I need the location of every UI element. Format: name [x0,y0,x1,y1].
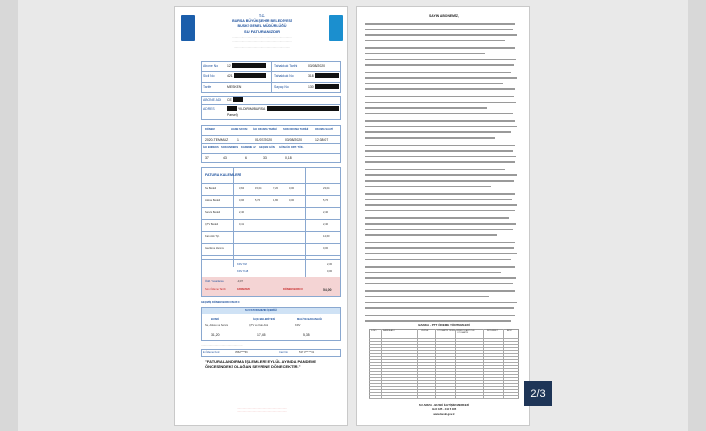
terms-text-line [365,29,513,31]
charge-name: ÇTV Bedeli [205,223,219,226]
bank-row [369,377,519,378]
terms-text-line [365,174,517,176]
terms-text-line [365,40,505,42]
ids-box [201,349,341,357]
terms-text-line [365,259,511,261]
charge-b2: 7,20 [273,187,279,190]
bank-row [369,392,519,393]
charges-title: FATURA KALEMLERİ [205,173,242,177]
share-col-ilce: İLÇE BELEDİYESİ [253,318,276,321]
reading-header-donem: DÖNEM [205,128,215,131]
share-title: SU FATURANIZIN İÇERİĞİ [245,309,277,312]
divider [201,255,341,256]
divider [271,61,272,93]
bank-row [369,341,519,342]
terms-text-line [365,161,515,163]
divider [201,207,341,208]
tahakkuk-tarihi-label: Tahakkuk Tarihi [274,64,298,68]
bank-row [369,389,519,390]
reading-kademe: 6 [245,156,247,160]
terms-text-line [365,320,511,322]
abone-adi-label: ABONE ADI [203,98,222,102]
bank-row [369,383,519,384]
charge-total: 14,60 [323,235,330,238]
terms-text-line [365,272,501,274]
bank-row [369,380,519,381]
bank-row [369,371,519,372]
water-bill-page [174,6,348,426]
bank-col-divider [417,329,418,399]
terms-text-line [365,72,511,74]
bill-footer-notice: ···························································· ···························································· [237,407,287,414]
charge-b1: 0,41 [239,223,245,226]
charge-name: Atıksu Bedeli [205,199,221,202]
reading-header-saat: OKUMA SAATİ [315,128,334,131]
share-buski-value: 31,20 [211,333,220,337]
share-col-maliye: MALİYE BAKANLIĞI [297,318,322,321]
terms-text-line [365,199,512,201]
terms-footer: SU ARIZA - BUSKİ İLETİŞİM MERKEZİ [418,403,470,407]
bank-row [369,359,519,360]
terms-text-line [365,283,513,285]
page-indicator: 2/3 [524,381,552,406]
adres-value: YILDIRIM/BURSA [238,107,266,111]
esas-value: 3562****66 [235,351,248,354]
reading-sub-ilk: İLK ENDEKS [203,146,219,149]
reading-son-endeks: 43 [223,156,227,160]
terms-text-line [365,107,487,109]
bank-col-divider [503,329,504,399]
bank-col-divider [381,329,382,399]
terms-text-line [365,88,515,90]
header-org2: BUSKİ GENEL MÜDÜRLÜĞÜ [237,24,287,28]
header-address-line: ····································································· [232,36,292,39]
sayac-no-label: Sayaç No [274,85,289,89]
bank-row [369,386,519,387]
share-desc-2: ÇTV ve Katı Atık [249,324,269,327]
bank-col-divider [435,329,436,399]
reading-header-son: SON OKUMA TARİHİ [283,128,309,131]
divider [201,153,341,154]
divider [201,183,341,184]
cari-value: 537 3*** **31 [299,351,315,354]
terms-text-line [365,229,513,231]
charge-t1: 5,76 [255,199,261,202]
esas-label: E.Ödeme Kod [203,351,220,354]
reading-sub-gun: GEÇEN GÜN [259,146,275,149]
terms-text-line [365,156,516,158]
reading-sub-ort: GÜNLÜK ORT. TÜK. [279,146,304,149]
share-maliye-value: 5,35 [303,333,310,337]
sayac-no-value: 130 [308,85,314,89]
charge-b1: 0,96 [239,199,245,202]
terms-text-line [365,59,516,61]
bank-row [369,368,519,369]
sicil-no-label: Sicil No [203,74,215,78]
terms-text-line [365,145,515,147]
donem-borcu-label: DÖNEM BORCU [283,288,303,291]
tahakkuk-no-value: 318 [308,74,314,78]
bank-col-kk: KREDİ KARTI İLE OTOMATİK [457,330,475,334]
terms-text-line [365,120,515,122]
charge-b1: 2,40 [239,211,245,214]
charge-name: Servis Bedeli [205,211,221,214]
redaction [227,106,237,111]
tarife-label: Tarife [203,85,212,89]
terms-text-line [365,247,514,249]
pandemic-notice: "FATURALANDIRMA İŞLEMLERİ EYLÜL AYINDA PANDEMİ ÖNCESİNDEKİ OLAĞAN SEYRİNE DÖNECEKTİR." [205,359,316,369]
charge-t2: 0,00 [289,187,295,190]
charge-name: Katı Atık Tçl. [205,235,220,238]
bank-col-atm: ATM [507,330,512,332]
charge-t1: 15,04 [255,187,262,190]
abone-no-value: 12 [227,64,231,68]
terms-text-line [365,242,515,244]
terms-text-line [365,150,513,152]
terms-text-line [365,83,503,85]
divider [201,219,341,220]
header-doc-title: SU FATURANIZDIR [244,29,280,34]
terms-text-line [365,131,511,133]
redaction [234,73,266,78]
bursa-logo-icon [181,15,195,41]
abone-adi-value: CE [227,98,232,102]
share-desc-3: KDV [295,324,301,327]
reading-saat: 12:38:07 [315,138,329,142]
divider [201,143,341,144]
charge-total: 5,76 [323,199,329,202]
terms-text-line [365,290,515,292]
terms-text-line [365,53,485,55]
reading-hane: 1 [237,138,239,142]
terms-text-line [365,315,515,317]
bank-col-divider [455,329,456,399]
redaction [233,97,243,102]
reading-header-ilk: İLK OKUMA TARİHİ [253,128,277,131]
bank-title: BANKA - PTT ÖDEME YÖNTEMLERİ [418,323,470,327]
terms-text-line [365,64,514,66]
header-tc: T.C. [258,14,266,18]
bank-row [369,398,519,399]
charge-b1: 3,84 [239,187,245,190]
bank-col-oto: OTOMATİK ÖDEME [437,330,457,332]
bank-row [369,365,519,366]
cari-label: Cari No [279,351,288,354]
buski-logo-icon [329,15,343,41]
divider [201,259,341,260]
reading-ilk-endeks: 37 [205,156,209,160]
charge-total: 2,40 [323,211,329,214]
bank-row [369,338,519,339]
header-org1: BURSA BÜYÜKŞEHİR BELEDİYESİ [232,19,292,23]
divider [233,167,234,267]
redaction [315,84,339,89]
terms-text-line [365,277,516,279]
kdv1-label: KDV %8 [237,263,247,266]
terms-text-line [365,210,515,212]
bank-row [369,353,519,354]
reading-sub-son: SON ENDEKS [221,146,239,149]
terms-phone: ALO 185 · 444 5 185 [431,408,457,411]
header-tax-line: ································································· [233,46,291,49]
terms-text-line [365,186,491,188]
tahakkuk-tarihi-value: 03/08/2020 [308,64,325,68]
charge-t2: 0,00 [289,199,295,202]
terms-web: www.buski.gov.tr [433,413,455,416]
reading-donem: 2020-TEMMUZ [205,138,229,142]
reading-sub-kademe: KADEME m³ [241,146,257,149]
reading-ilk-tarih: 01/07/2020 [255,138,272,142]
header-contact-line: ····································································· [232,40,292,43]
divider [201,195,341,196]
share-note: ················································ [201,344,243,347]
kdv2-label: KDV %18 [237,270,249,273]
son-odeme-value: 18/08/2020 [237,288,250,291]
charge-name: Su Bedeli [205,187,217,190]
terms-text-line [365,253,517,255]
divider [201,243,341,244]
bank-col-divider [483,329,484,399]
terms-text-line [365,96,514,98]
terms-text-line [365,47,515,49]
bank-col-sno: S.NO [371,330,377,332]
terms-text-line [365,296,489,298]
reading-son-tarih: 03/08/2020 [285,138,302,142]
divider [201,104,341,105]
redaction [232,63,266,68]
yuvarlama-label: Ödd. Yuvarlama [205,280,224,283]
bank-col-name: BANKA ADI [383,330,395,332]
terms-title: SAYIN ABONEMİZ, [429,14,459,18]
charge-name: Gecikme Zammı [205,247,225,250]
previous-debts-line: GEÇMİŞ DÖNEM BORCUNUZ:0 [201,301,240,304]
terms-text-line [365,217,509,219]
viewer-left-margin [0,0,18,431]
tahakkuk-no-label: Tahakkuk No [274,74,294,78]
terms-text-line [365,169,505,171]
yuvarlama-value: -0,07 [237,280,243,283]
redaction [267,106,339,111]
bank-row [369,374,519,375]
adres-label: ADRES [203,107,215,111]
reading-header-hane: HANE SAYISI [231,128,248,131]
kdv2-value: 0,00 [327,270,333,273]
terms-text-line [365,77,517,79]
adres-parsel: Parsel) [227,113,238,117]
terms-text-line [365,193,515,195]
terms-text-line [365,102,516,104]
terms-text-line [365,23,515,25]
abone-no-label: Abone No [203,64,219,68]
son-odeme-label: Son Ödeme Tarihi [205,288,226,291]
reading-gun: 33 [263,156,267,160]
terms-text-line [365,266,515,268]
terms-text-line [365,34,517,36]
divider [201,135,341,136]
viewer-right-margin [688,0,706,431]
bank-row [369,356,519,357]
bill-header [175,9,348,55]
bank-row [369,344,519,345]
terms-text-line [365,234,497,236]
bank-row [369,362,519,363]
bank-row [369,395,519,396]
charge-total: 23,04 [323,187,330,190]
divider [201,231,341,232]
bank-row [369,350,519,351]
terms-text-line [365,137,495,139]
terms-text-line [365,126,517,128]
share-ilce-value: 17,45 [257,333,266,337]
kdv1-value: 2,30 [327,263,333,266]
terms-text-line [365,302,517,304]
charge-total: 2,40 [323,223,329,226]
redaction [315,73,339,78]
share-col-buski: BUSKİ [211,318,220,321]
terms-text-line [365,113,513,115]
terms-text-line [365,180,514,182]
sicil-no-value: 421 [227,74,233,78]
terms-text-line [365,223,516,225]
reading-ort: 0,18 [285,156,292,160]
bank-col-internet: İNTERNET [487,330,498,332]
charge-b2: 1,80 [273,199,279,202]
terms-text-line [365,204,517,206]
share-desc-1: Su, Atıksu ve Servis [205,324,229,327]
bank-col-vezne: VEZNE [421,330,429,332]
bank-row [369,347,519,348]
tarife-value: MESKEN [227,85,242,89]
donem-borcu-value: 54,00 [323,288,332,292]
charge-total: 0,00 [323,247,329,250]
terms-text-line [365,307,514,309]
terms-page [356,6,530,426]
